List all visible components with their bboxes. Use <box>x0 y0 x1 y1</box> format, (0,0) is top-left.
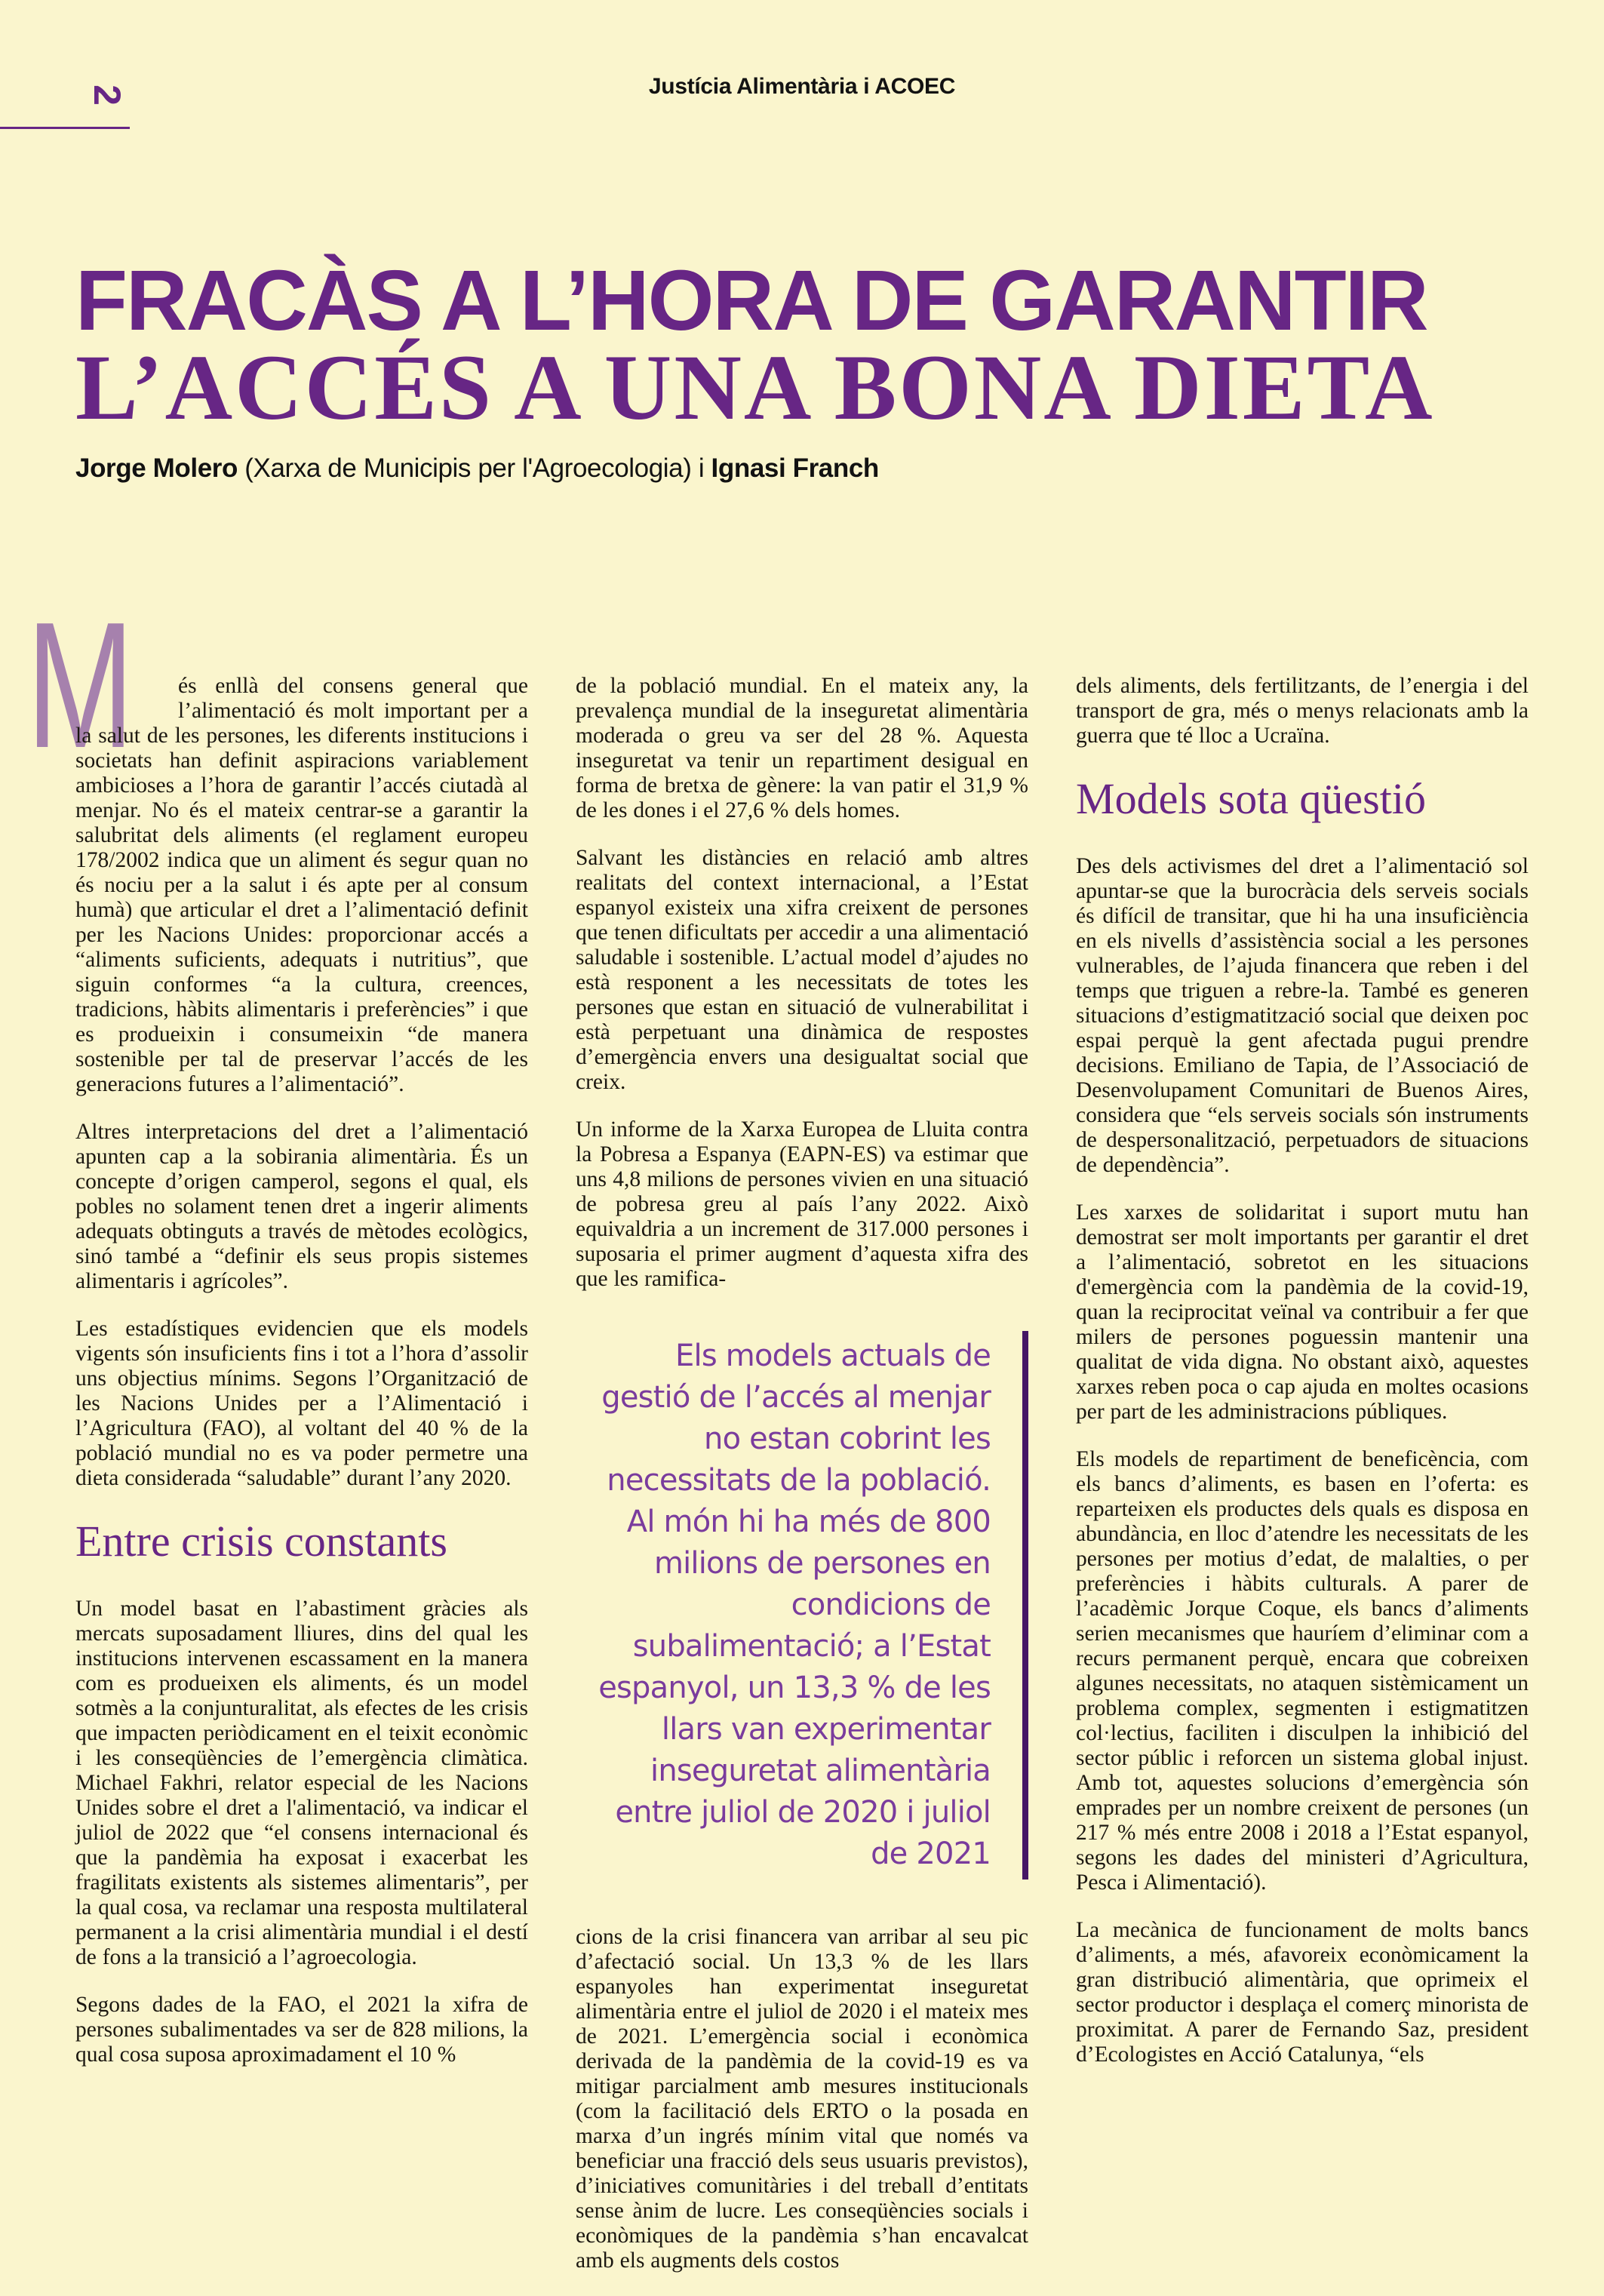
article-title-line2: L’ACCÉS A UNA BONA DIETA <box>75 336 1435 439</box>
body-paragraph: Segons dades de la FAO, el 2021 la xifra de persones subalimentades va ser de 828 milions, la qual cosa suposa aproximadament el 10 % <box>75 1993 528 2067</box>
byline <box>75 451 1509 486</box>
body-paragraph: Des dels activismes del dret a l’alimentació sol apuntar-se que la burocràcia dels serveis socials és difícil de transitar, que hi ha una insuficiència en els nivells d’assistència social a les persones vulnerables, de l’ajuda financera que reben i del temps que triguen a rebre-la. També es generen situacions d’estigmatització social que deixen poc espai perquè la gent afectada pugui prendre decisions. Emiliano de Tapia, de l’Associació de Desenvolupament Comunitari de Buenos Aires, considera que “els serveis socials són instruments de despersonalització, perpetuadors de situacions de dependència”. <box>1076 854 1529 1177</box>
body-paragraph: Salvant les distàncies en relació amb altres realitats del context internacional, a l’Estat espanyol existeix una xifra creixent de persones que tenen dificultats per accedir a una alimentació saludable i sostenible. L’actual model d’ajudes no està responent a les necessitats de totes les persones que estan en situació de vulnerabilitat i està perpetuant una dinàmica de respostes d’emergència envers una desigualtat social que creix. <box>576 846 1028 1094</box>
body-paragraph: Les estadístiques evidencien que els models vigents són insuficients fins i tot a l’hora d’assolir uns objectius mínims. Segons l’Organització de les Nacions Unides per a l’Alimentació i l’Agricultura (FAO), al voltant del 40 % de la població mundial no es va poder permetre una dieta considerada “saludable” durant l’any 2020. <box>75 1317 528 1490</box>
section-heading-entre-crisis-constants: Entre crisis constants <box>75 1517 447 1566</box>
body-paragraph: dels aliments, dels fertilitzants, de l’energia i del transport de gra, més o menys relacionats amb la guerra que té lloc a Ucraïna. <box>1076 674 1529 748</box>
body-paragraph: La mecànica de funcionament de molts bancs d’aliments, a més, afavoreix econòmicament la gran distribució alimentària, que oprimeix el sector productor i desplaça el comerç minorista de proximitat. A parer de Fernando Saz, president d’Ecologistes en Acció Catalunya, “els <box>1076 1918 1529 2067</box>
column-2 <box>576 674 1028 2296</box>
dropcap-m: M <box>26 586 134 785</box>
section-heading-models-sota-questio: Models sota qüestió <box>1076 774 1426 823</box>
byline-author-2: Ignasi Franch <box>711 453 879 483</box>
byline-affiliation: (Xarxa de Municipis per l'Agroecologia) i <box>237 453 711 483</box>
body-paragraph: Altres interpretacions del dret a l’alimentació apunten cap a la sobirania alimentària. És un concepte d’origen camperol, segons el qual, els pobles no solament tenen dret a ingerir aliments adequats obtinguts a través de mètodes ecològics, sinó també a “definir els seus propis sistemes alimentaris i agrícoles”. <box>75 1120 528 1293</box>
article-title <box>75 253 1547 439</box>
pull-quote: Els models actuals de gestió de l’accés al menjar no estan cobrint les necessitats de la població. Al món hi ha més de 800 milions de persones en condicions de subalimentació; a l’Estat espanyol, un 13,3 % de les llars van experimentar inseguretat alimentària entre juliol de 2020 i juliol de 2021 <box>580 1331 1028 1880</box>
opener-paragraph <box>26 586 528 1097</box>
body-paragraph: Les xarxes de solidaritat i suport mutu han demostrat ser molt importants per garantir el dret a l’alimentació, sobretot en les situacions d'emergència com la pandèmia de la covid-19, quan la reciprocitat veïnal va contribuir a fer que milers de persones poguessin mantenir una qualitat de vida digna. No obstant això, aquestes xarxes reben poca o cap ajuda en moltes ocasions per part de les administracions públiques. <box>1076 1200 1529 1424</box>
body-paragraph: Els models de repartiment de beneficència, com els bancs d’aliments, es basen en l’oferta: es reparteixen els productes dels quals es disposa en abundància, en lloc d’atendre les necessitats de les persones per motius d’edat, de malalties, o per preferències i hàbits culturals. A parer de l’acadèmic Jorque Coque, els bancs d’aliments serien mecanismes que hauríem d’eliminar com a recurs permanent perquè, encara que cobreixen algunes necessitats, no ataquen sistèmicament un problema complex, segmenten i estigmatitzen col·lectius, faciliten i disculpen la inhibició del sector públic i reforcen un sistema global injust. Amb tot, aquestes solucions d’emergència són emprades per un nombre creixent de persones (un 217 % més entre 2008 i 2018 a l’Estat espanyol, segons les dades del ministeri d’Agricultura, Pesca i Alimentació). <box>1076 1447 1529 1895</box>
running-header: Justícia Alimentària i ACOEC <box>648 74 956 99</box>
body-paragraph: de la població mundial. En el mateix any, la prevalença mundial de la inseguretat alimentària moderada o greu va ser del 28 %. Aquesta inseguretat va tenir un repartiment desigual en forma de bretxa de gènere: la van patir el 31,9 % de les dones i el 27,6 % dels homes. <box>576 674 1028 822</box>
column-3 <box>1076 674 1529 2296</box>
byline-author-1: Jorge Molero <box>75 453 238 483</box>
body-paragraph: és enllà del consens general que l’alimentació és molt important per a la salut de les persones, les diferents institucions i societats han definit aspiracions variablement ambicioses a l’hora de garantir l’accés ciutadà al menjar. No és el mateix centrar-se a garantir la salubritat dels aliments (el reglament europeu 178/2002 indica que un aliment és segur quan no és nociu per a la salut i és apte per al consum humà) que articular el dret a l’alimentació definit per les Nacions Unides: proporcionar accés a “aliments suficients, adequats i nutritius”, que siguin conformes “a la cultura, creences, tradicions, hàbits alimentaris i preferències” i que es produeixin i consumeixin “de manera sostenible per tal de preservar l’accés de les generacions futures a l’alimentació”. <box>75 674 528 1096</box>
article-title-line1: FRACÀS A L’HORA DE GARANTIR <box>75 253 1427 348</box>
article-body <box>0 586 1604 2296</box>
page-number: 2 <box>86 85 128 106</box>
body-paragraph: Un informe de la Xarxa Europea de Lluita contra la Pobresa a Espanya (EAPN-ES) va estimar que uns 4,8 milions de persones vivien en una situació de pobresa greu al país l’any 2022. Això equivaldria a un increment de 317.000 persones i suposaria el primer augment d’aquesta xifra des que les ramifica- <box>576 1117 1028 1291</box>
column-1 <box>26 586 528 2296</box>
page-number-rule <box>0 127 130 129</box>
body-paragraph: cions de la crisi financera van arribar al seu pic d’afectació social. Un 13,3 % de les llars espanyoles han experimentat inseguretat alimentària entre el juliol de 2020 i el mateix mes de 2021. L’emergència social i econòmica derivada de la pandèmia de la covid-19 es va mitigar parcialment amb mesures institucionals (com la facilitació dels ERTO o la posada en marxa d’un ingrés mínim vital que només va beneficiar una fracció dels seus usuaris previstos), d’iniciatives comunitàries i del treball d’entitats sense ànim de lucre. Les conseqüències socials i econòmiques de la pandèmia s’han encavalcat amb els augments dels costos <box>576 1925 1028 2273</box>
body-paragraph: Un model basat en l’abastiment gràcies als mercats suposadament lliures, dins del qual les institucions intervenen escassament en la manera com es produeixen els aliments, és un model sotmès a la conjunturalitat, als efectes de les crisis que impacten periòdicament en el teixit econòmic i les conseqüències de l’emergència climàtica. Michael Fakhri, relator especial de les Nacions Unides sobre el dret a l'alimentació, va indicar el juliol de 2022 que “el consens internacional és que la pandèmia ha exposat i exacerbat les fragilitats existents als sistemes alimentaris”, per la qual cosa, va reclamar una resposta multilateral permanent a la crisi alimentària mundial i el destí de fons a la transició a l’agroecologia. <box>75 1597 528 1969</box>
